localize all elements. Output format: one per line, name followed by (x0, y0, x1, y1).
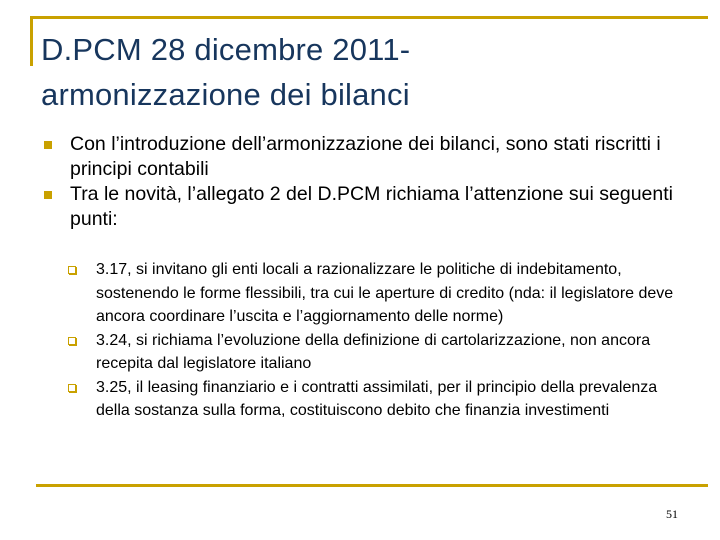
hollow-square-bullet-icon (68, 266, 76, 274)
sub-bullet-list (68, 258, 688, 423)
square-bullet-icon (44, 141, 52, 149)
square-bullet-icon (44, 191, 52, 199)
title-left-rule (30, 16, 33, 66)
page-number: 51 (666, 507, 678, 521)
hollow-square-bullet-icon (68, 337, 76, 345)
slide-title-line-2: armonizzazione dei bilanci (41, 77, 410, 112)
bottom-rule (36, 484, 708, 487)
bullet-text: Tra le novità, l’allegato 2 del D.PCM richiama l’attenzione sui seguenti punti: (70, 183, 673, 230)
slide-title-line-1: D.PCM 28 dicembre 2011- (41, 32, 411, 67)
sub-bullet-item (68, 376, 688, 423)
hollow-square-bullet-icon (68, 384, 76, 392)
bullet-text: Con l’introduzione dell’armonizzazione dei bilanci, sono stati riscritti i principi contabili (70, 133, 661, 180)
sub-bullet-item (68, 258, 688, 329)
sub-bullet-item (68, 329, 688, 376)
sub-bullet-text: 3.24, si richiama l’evoluzione della definizione di cartolarizzazione, non ancora recepita dal legislatore italiano (96, 331, 651, 372)
slide-title (41, 27, 701, 117)
bullet-item (40, 182, 690, 232)
bullet-list (40, 132, 690, 232)
sub-bullet-text: 3.17, si invitano gli enti locali a razionalizzare le politiche di indebitamento, sostenendo le forme flessibili, tra cui le aperture di credito (nda: il legislatore deve ancora coordinare l’uscita e l’aggiornamento delle norme) (96, 261, 674, 325)
bullet-item (40, 132, 690, 182)
title-top-rule (30, 16, 708, 19)
sub-bullet-text: 3.25, il leasing finanziario e i contratti assimilati, per il principio della prevalenza della sostanza sulla forma, costituiscono debito che finanzia investimenti (96, 378, 658, 419)
